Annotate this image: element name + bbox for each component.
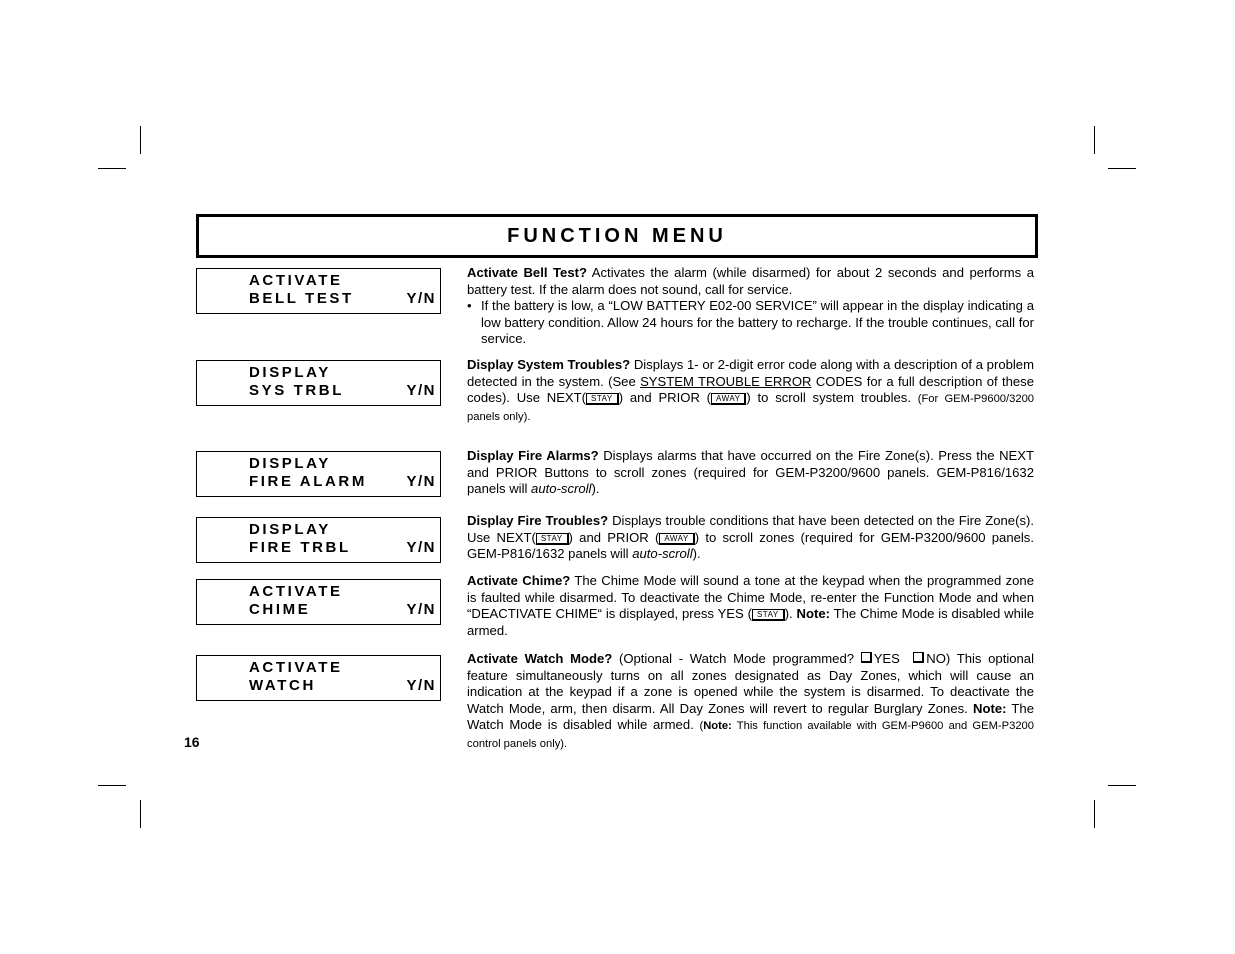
lcd-yn: Y/N <box>406 473 436 490</box>
list-item <box>467 298 1034 348</box>
lcd-line2: SYS TRBL <box>249 382 344 399</box>
fire-alarm-description <box>467 448 1034 498</box>
bell-test-bullet: If the battery is low, a “LOW BATTERY E02-00 SERVICE” will appear in the display indicating a low battery condition. Allow 24 hours for the battery to recharge. If the trouble continues, call for service. <box>481 298 1034 346</box>
chime-heading: Activate Chime? <box>467 573 571 588</box>
auto-scroll-text: auto-scroll <box>632 546 693 561</box>
lcd-chime <box>196 579 441 625</box>
crop-mark <box>1094 800 1095 828</box>
lcd-line1: ACTIVATE <box>249 583 343 600</box>
watch-no-label: NO) <box>926 651 951 666</box>
chime-text: ). <box>784 606 797 621</box>
away-key-icon: AWAY <box>711 393 746 405</box>
lcd-line1: DISPLAY <box>249 364 331 381</box>
page-number: 16 <box>184 734 200 750</box>
watch-yes-label: YES <box>873 651 900 666</box>
sys-trbl-text: CODES for a full description of these codes). Use NEXT( <box>467 373 1034 405</box>
watch-description <box>467 651 1034 752</box>
bell-test-heading: Activate Bell Test? <box>467 265 587 280</box>
lcd-line2: FIRE TRBL <box>249 539 351 556</box>
bell-test-description <box>467 265 1034 348</box>
lcd-line1: ACTIVATE <box>249 659 343 676</box>
lcd-line1: ACTIVATE <box>249 272 343 289</box>
crop-mark <box>98 168 126 169</box>
lcd-yn: Y/N <box>406 382 436 399</box>
auto-scroll-text: auto-scroll <box>531 481 592 496</box>
stay-key-icon: STAY <box>536 533 569 545</box>
crop-mark <box>140 126 141 154</box>
fire-alarm-text: Displays alarms that have occurred on the Fire Zone(s). Press the NEXT and PRIOR Buttons to scroll zones (required for GEM-P3200/9600 panels. GEM-P816/1632 panels will <box>467 448 1034 496</box>
fire-alarm-text: ). <box>591 481 600 496</box>
sys-trbl-heading: Display System Troubles? <box>467 357 631 372</box>
away-key-icon: AWAY <box>659 533 694 545</box>
lcd-yn: Y/N <box>406 539 436 556</box>
fire-trbl-text: ). <box>692 546 701 561</box>
fire-alarm-heading: Display Fire Alarms? <box>467 448 599 463</box>
bullet-icon: • <box>467 298 472 313</box>
sys-trouble-link-text: SYSTEM TROUBLE ERROR <box>640 373 812 389</box>
chime-text: The Chime Mode will sound a tone at the keypad when the programmed zone is faulted while disarmed. To deactivate the Chime Mode, re-enter the Function Mode and when “DEACTIVATE CHIME“ is displayed, press YES ( <box>467 573 1034 621</box>
watch-note-text: This function available with GEM-P9600 and GEM-P3200 control panels only). <box>467 720 1034 750</box>
stay-key-icon: STAY <box>586 393 619 405</box>
sys-trbl-text: ) to scroll system troubles. <box>746 390 911 405</box>
checkbox-icon <box>913 652 924 663</box>
watch-text: (Optional - Watch Mode programmed? <box>612 651 861 666</box>
fire-trbl-description <box>467 513 1034 563</box>
sys-trbl-text: Displays 1- or 2-digit error code along with a description of a problem detected in the system. (See <box>467 357 1034 389</box>
stay-key-icon: STAY <box>752 609 785 621</box>
lcd-yn: Y/N <box>406 601 436 618</box>
crop-mark <box>98 785 126 786</box>
fire-trbl-text: Displays trouble conditions that have been detected on the Fire Zone(s). Use NEXT( <box>467 513 1034 545</box>
checkbox-icon <box>861 652 872 663</box>
watch-note-open: ( <box>699 720 704 732</box>
note-label: Note: <box>796 606 830 621</box>
page-title: FUNCTION MENU <box>507 224 727 247</box>
crop-mark <box>140 800 141 828</box>
sys-trbl-note: (For GEM-P9600/3200 panels only). <box>467 393 1035 423</box>
function-menu-title-box <box>196 214 1038 258</box>
sys-trbl-description <box>467 357 1034 425</box>
crop-mark <box>1108 168 1136 169</box>
chime-description <box>467 573 1034 639</box>
lcd-yn: Y/N <box>406 677 436 694</box>
sys-trbl-text: ) and PRIOR ( <box>618 390 712 405</box>
note-label: Note: <box>973 700 1007 716</box>
fire-trbl-text: ) and PRIOR ( <box>568 529 660 545</box>
note-label: Note: <box>703 720 732 732</box>
lcd-sys-trbl <box>196 360 441 406</box>
watch-text: This optional feature simultaneously turns on all zones designated as Day Zones, which will cause an indication at the keypad if a zone is opened while the system is disarmed. To deactivate the Watch Mode, arm, then disarm. All Day Zones will revert to regular Burglary Zones. <box>467 651 1034 716</box>
lcd-line2: WATCH <box>249 677 316 694</box>
lcd-yn: Y/N <box>406 290 436 307</box>
lcd-bell-test <box>196 268 441 314</box>
fire-trbl-heading: Display Fire Troubles? <box>467 513 609 528</box>
lcd-watch <box>196 655 441 701</box>
lcd-fire-trbl <box>196 517 441 563</box>
watch-heading: Activate Watch Mode? <box>467 651 613 666</box>
crop-mark <box>1108 785 1136 786</box>
lcd-line1: DISPLAY <box>249 455 331 472</box>
lcd-line2: BELL TEST <box>249 290 354 307</box>
lcd-line2: FIRE ALARM <box>249 473 367 490</box>
chime-text: The Chime Mode is disabled while armed. <box>467 606 1035 638</box>
fire-trbl-text: ) to scroll zones (required for GEM-P3200/9600 panels. GEM-P816/1632 panels will <box>467 529 1034 561</box>
lcd-line1: DISPLAY <box>249 521 331 538</box>
bell-test-text: Activates the alarm (while disarmed) for about 2 seconds and performs a battery test. If the alarm does not sound, call for service. <box>467 265 1034 297</box>
lcd-fire-alarm <box>196 451 441 497</box>
bell-test-list <box>467 298 1034 348</box>
crop-mark <box>1094 126 1095 154</box>
watch-text: The Watch Mode is disabled while armed. <box>467 700 1034 732</box>
lcd-line2: CHIME <box>249 601 311 618</box>
